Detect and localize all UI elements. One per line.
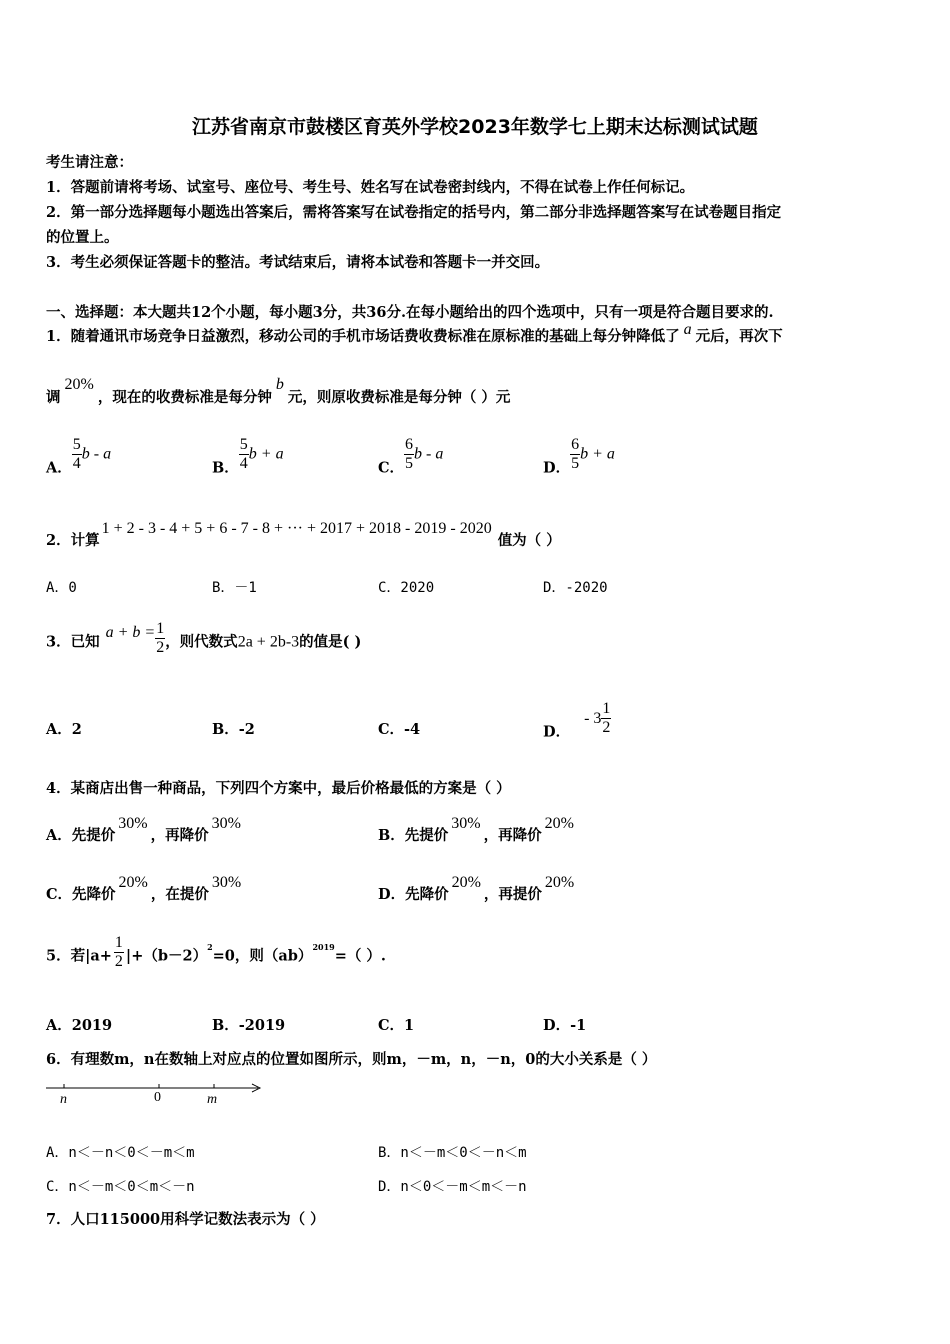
q5-stem: 5．若|a+ $\frac{1}{2}$ $|+(b-2)^2=0$，则（ab）$^{2019}$=（ ）. xyxy=(46,934,386,970)
q6-option-b[interactable]: B．n＜－m＜0＜－n＜m xyxy=(378,1145,527,1161)
q2-option-a[interactable]: A．0 xyxy=(46,580,77,596)
q6-option-c[interactable]: C．n＜－m＜0＜m＜－n xyxy=(46,1179,195,1195)
q4-option-b[interactable]: B．先提价30%，再降价20% xyxy=(378,815,574,844)
q1-text-1: 1．随着通讯市场竞争日益激烈，移动公司的手机市场话费收费标准在原标准的基础上每分钟降低了 xyxy=(46,328,680,345)
q5-option-a[interactable]: A．2019 xyxy=(46,1017,113,1034)
notice-item-2: 2．第一部分选择题每小题选出答案后，需将答案写在试卷指定的括号内，第二部分非选择题答案写在试卷题目指定 xyxy=(46,204,782,221)
q7-stem: 7．人口115000用科学记数法表示为（ ） xyxy=(46,1211,325,1228)
q2-stem: 2．计算1 + 2 - 3 - 4 + 5 + 6 - 7 - 8 + ··· + 2017 + 2018 - 2019 - 2020值为（ ） xyxy=(46,520,561,549)
fraction: $\frac{5}{4}$ xyxy=(239,436,248,472)
fraction: $\frac{6}{5}$ xyxy=(571,436,580,472)
notice-item-1: 1．答题前请将考场、试室号、座位号、考生号、姓名写在试卷密封线内，不得在试卷上作任何标记。 xyxy=(46,179,695,196)
q1-text-2: 元后，再次下 xyxy=(695,328,783,345)
fraction: $\frac{1}{2}$ xyxy=(156,620,165,656)
q1-percent: 20% xyxy=(64,376,94,393)
q5-option-c[interactable]: C．1 xyxy=(378,1017,415,1034)
q3-option-a[interactable]: A．2 xyxy=(46,721,82,738)
q1-option-a[interactable]: A． $\frac{5}{4}$ b - a xyxy=(46,436,112,477)
fraction: $\frac{1}{2}$ xyxy=(602,700,611,736)
section-heading: 一、选择题：本大题共12个小题，每小题3分，共36分.在每小题给出的四个选项中，只有一项是符合题目要求的. xyxy=(46,304,774,321)
q4-option-d[interactable]: D．先降价20%，再提价20% xyxy=(378,874,575,903)
q4-option-a[interactable]: A．先提价30%，再降价30% xyxy=(46,815,241,844)
q2-expression: 1 + 2 - 3 - 4 + 5 + 6 - 7 - 8 + ··· + 2017 + 2018 - 2019 - 2020 xyxy=(101,520,492,537)
notice-item-3: 3．考生必须保证答题卡的整洁。考试结束后，请将本试卷和答题卡一并交回。 xyxy=(46,254,550,271)
fraction: $\frac{1}{2}$ xyxy=(114,934,123,970)
q6-option-a[interactable]: A．n＜－n＜0＜－m＜m xyxy=(46,1145,195,1161)
notice-item-2-cont: 的位置上。 xyxy=(46,229,119,246)
q6-stem: 6．有理数m，n在数轴上对应点的位置如图所示，则m，－m，n，－n，0的大小关系是（ ） xyxy=(46,1051,657,1068)
q5-option-b[interactable]: B．-2019 xyxy=(212,1017,286,1034)
q3-stem: 3．已知a + b = $\frac{1}{2}$ ，则代数式2a + 2b-3的值是( ) xyxy=(46,620,362,656)
axis-label-zero: 0 xyxy=(154,1090,161,1105)
fraction: $\frac{6}{5}$ xyxy=(405,436,414,472)
q2-option-c[interactable]: C．2020 xyxy=(378,580,435,596)
page-title: 江苏省南京市鼓楼区育英外学校2023年数学七上期末达标测试试题 xyxy=(192,116,758,138)
q4-stem: 4．某商店出售一种商品，下列四个方案中，最后价格最低的方案是（ ） xyxy=(46,780,511,797)
q1-option-d[interactable]: D． $\frac{6}{5}$ b + a xyxy=(543,436,615,477)
axis-label-n: n xyxy=(60,1092,67,1107)
q2-option-b[interactable]: B．－1 xyxy=(212,580,257,596)
q1-text-4: ，现在的收费标准是每分钟 xyxy=(97,389,272,406)
q1-stem-line2 xyxy=(46,376,511,408)
q1-option-b[interactable]: B． $\frac{5}{4}$ b + a xyxy=(212,436,284,477)
q1-var-a: a xyxy=(683,321,692,338)
q1-text-3: 调 xyxy=(46,389,61,406)
axis-label-m: m xyxy=(207,1092,218,1107)
q3-option-c[interactable]: C．-4 xyxy=(378,721,421,738)
q5-option-d[interactable]: D．-1 xyxy=(543,1017,587,1034)
q2-option-d[interactable]: D．-2020 xyxy=(543,580,608,596)
q1-option-c[interactable]: C． $\frac{6}{5}$ b - a xyxy=(378,436,444,477)
q6-option-d[interactable]: D．n＜0＜－m＜m＜－n xyxy=(378,1179,527,1195)
q1-var-b: b xyxy=(275,376,284,393)
q4-option-c[interactable]: C．先降价20%，在提价30% xyxy=(46,874,242,903)
q3-option-b[interactable]: B．-2 xyxy=(212,721,255,738)
fraction: $\frac{5}{4}$ xyxy=(72,436,81,472)
q1-stem-line1 xyxy=(46,321,783,347)
q1-text-5: 元，则原收费标准是每分钟（ ）元 xyxy=(287,389,511,406)
notice-heading: 考生请注意： xyxy=(46,154,133,171)
q3-option-d[interactable]: D．- 3 $\frac{1}{2}$ xyxy=(543,700,611,741)
